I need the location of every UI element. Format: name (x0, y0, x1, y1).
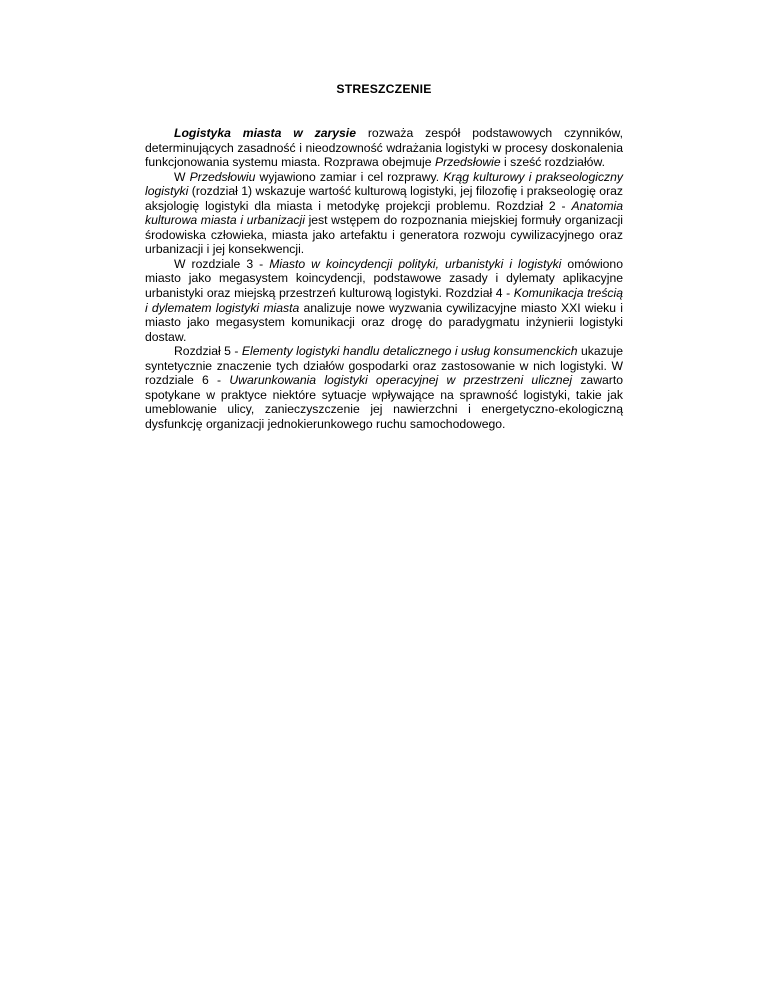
italic-span: Komunikacja treścią i dylematem logistyki miasta (145, 286, 623, 315)
italic-span: Uwarunkowania logistyki operacyjnej w przestrzeni ulicznej (229, 373, 573, 388)
text-span: ukazuje syntetycznie znaczenie tych działów gospodarki oraz zastosowanie w nich logistyki. W rozdziale 6 - (145, 344, 623, 388)
paragraph-4 (145, 344, 623, 431)
italic-span: Przedsłowiu (189, 169, 256, 184)
text-span: zawarto spotykane w praktyce niektóre sytuacje wpływające na sprawność logistyki, takie jak umeblowanie ulicy, zanieczyszczenie jej nawierzchni i energetyczno-ekologiczną dysfunkcję organizacji jednokierunkowego ruchu samochodowego. (145, 373, 624, 431)
book-title-emphasis: Logistyka miasta w zarysie (174, 126, 356, 140)
italic-span: Przedsłowie (434, 155, 501, 170)
document-title: STRESZCZENIE (336, 82, 432, 96)
text-span: W (174, 169, 190, 184)
italic-span: Elementy logistyki handlu detalicznego i usług konsumenckich (241, 344, 578, 359)
text-span: i sześć rozdziałów. (500, 155, 605, 170)
italic-span: Anatomia kulturowa miasta i urbanizacji (145, 198, 623, 228)
paragraph-2 (145, 170, 623, 257)
paragraph-1 (145, 126, 623, 170)
italic-span: Krąg kulturowy i prakseologiczny logistyki (145, 169, 623, 199)
text-span: jest wstępem do rozpoznania miejskiej formuły organizacji środowiska człowieka, miasta jako artefaktu i generatora rozwoju cywilizacyjnego oraz urbanizacji i jej konsekwencji. (145, 213, 623, 257)
text-span: analizuje nowe wyzwania cywilizacyjne miasto XXI wieku i miasto jako megasystem komunikacji oraz drogę do paradygmatu inżynierii logistyki dostaw. (145, 300, 623, 344)
text-span: (rozdział 1) wskazuje wartość kulturową logistyki, jej filozofię i prakseologię oraz aksjologię logistyki dla miasta i metodykę projekcji problemu. Rozdział 2 - (145, 184, 623, 213)
text-span: omówiono miasto jako megasystem koincydencji, podstawowe zasady i dylematy aplikacyjne urbanistyki oraz miejską przestrzeń kulturową logistyki. Rozdział 4 - (145, 256, 623, 301)
text-span: wyjawiono zamiar i cel rozprawy. (255, 169, 444, 184)
summary-body (145, 126, 623, 431)
text-span: rozważa zespół podstawowych czynników, determinujących zasadność i nieodzowność wdrażania logistyki w procesy doskonalenia funkcjonowania systemu miasta. Rozprawa obejmuje (145, 126, 624, 170)
text-span: W rozdziale 3 - (174, 256, 270, 271)
text-span: Rozdział 5 - (174, 344, 242, 359)
italic-span: Miasto w koincydencji polityki, urbanistyki i logistyki (269, 256, 562, 271)
paragraph-3 (145, 257, 623, 344)
